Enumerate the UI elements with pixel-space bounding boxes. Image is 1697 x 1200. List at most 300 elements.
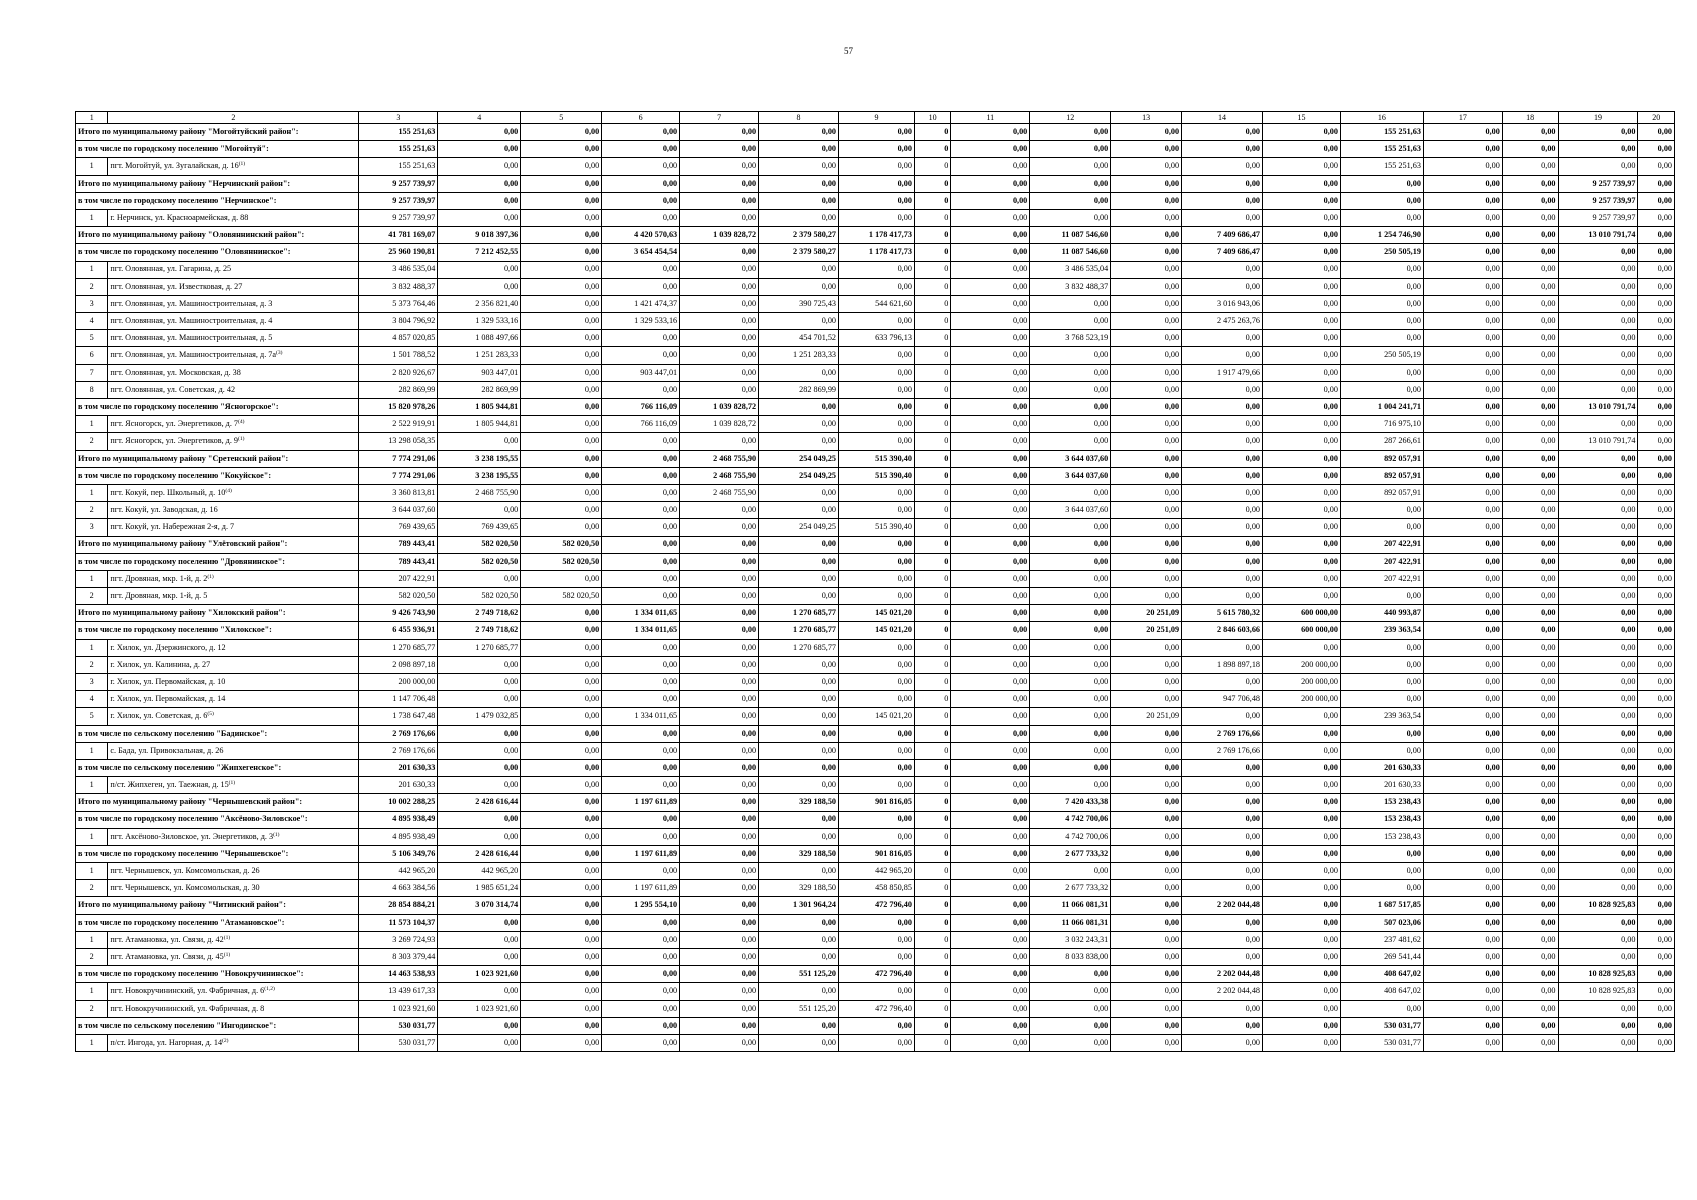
address-row <box>76 674 1675 691</box>
value-cell: 0,00 <box>951 691 1030 708</box>
value-cell: 7 774 291,06 <box>359 450 438 467</box>
value-cell: 2 468 755,90 <box>438 484 521 501</box>
value-cell: 0,00 <box>1638 725 1675 742</box>
value-cell: 0,00 <box>1558 880 1638 897</box>
subtotal-label: Итого по муниципальному району "Могойтуйский район": <box>76 124 359 141</box>
address-row <box>76 347 1675 364</box>
value-cell: 155 251,63 <box>359 141 438 158</box>
value-cell: 3 238 195,55 <box>438 450 521 467</box>
value-cell: 0,00 <box>1182 261 1263 278</box>
address-label: пгт. Кокуй, ул. Набережная 2-я, д. 7 <box>110 522 235 532</box>
value-cell: 0,00 <box>1182 209 1263 226</box>
value-cell: 0,00 <box>1638 966 1675 983</box>
row-number: 1 <box>76 863 108 880</box>
address-row <box>76 295 1675 312</box>
value-cell: 0,00 <box>438 1017 521 1034</box>
value-cell: 13 439 617,33 <box>359 983 438 1000</box>
value-cell: 0,00 <box>1638 536 1675 553</box>
value-cell: 0,00 <box>1423 708 1502 725</box>
value-cell: 0,00 <box>1558 605 1638 622</box>
value-cell: 0,00 <box>1111 914 1182 931</box>
value-cell: 0,00 <box>1423 175 1502 192</box>
subtotal-row <box>76 536 1675 553</box>
value-cell: 1 805 944,81 <box>438 416 521 433</box>
value-cell: 3 360 813,81 <box>359 484 438 501</box>
value-cell: 1 251 283,33 <box>759 347 839 364</box>
value-cell: 0,00 <box>759 158 839 175</box>
value-cell: 0,00 <box>1263 209 1341 226</box>
value-cell: 0,00 <box>680 364 759 381</box>
value-cell: 0,00 <box>1182 1034 1263 1051</box>
address-row <box>76 330 1675 347</box>
row-number: 1 <box>76 639 108 656</box>
value-cell: 0,00 <box>1111 175 1182 192</box>
value-cell: 0,00 <box>438 983 521 1000</box>
value-cell: 0,00 <box>1030 433 1111 450</box>
value-cell: 0,00 <box>951 759 1030 776</box>
value-cell: 0,00 <box>1111 467 1182 484</box>
value-cell: 0,00 <box>1502 914 1558 931</box>
value-cell: 0,00 <box>521 158 602 175</box>
value-cell: 0 <box>914 519 950 536</box>
subtotal-label: в том числе по сельскому поселению "Жипхегенское": <box>76 759 359 776</box>
value-cell: 0,00 <box>1423 794 1502 811</box>
address-row <box>76 1000 1675 1017</box>
address-row <box>76 209 1675 226</box>
subtotal-label: в том числе по городскому поселению "Атамановское": <box>76 914 359 931</box>
row-number: 4 <box>76 691 108 708</box>
value-cell: 0,00 <box>680 725 759 742</box>
value-cell: 1 039 828,72 <box>680 399 759 416</box>
value-cell: 0,00 <box>951 502 1030 519</box>
value-cell: 0,00 <box>759 914 839 931</box>
value-cell: 766 116,09 <box>602 416 680 433</box>
subtotal-row <box>76 1017 1675 1034</box>
value-cell: 0,00 <box>839 725 915 742</box>
value-cell: 0,00 <box>1423 364 1502 381</box>
value-cell: 0,00 <box>759 811 839 828</box>
value-cell: 0,00 <box>602 570 680 587</box>
address-row <box>76 949 1675 966</box>
value-cell: 0,00 <box>1638 347 1675 364</box>
value-cell: 0 <box>914 278 950 295</box>
value-cell: 0,00 <box>1638 399 1675 416</box>
column-number: 18 <box>1502 112 1558 124</box>
value-cell: 0,00 <box>951 880 1030 897</box>
value-cell: 0 <box>914 605 950 622</box>
value-cell: 530 031,77 <box>1340 1034 1423 1051</box>
value-cell: 0,00 <box>1502 536 1558 553</box>
value-cell: 0,00 <box>1030 656 1111 673</box>
value-cell: 200 000,00 <box>1263 656 1341 673</box>
address-row <box>76 588 1675 605</box>
column-number: 11 <box>951 112 1030 124</box>
address-label: пгт. Оловянная, ул. Гагарина, д. 25 <box>110 264 232 274</box>
value-cell: 0,00 <box>1030 347 1111 364</box>
value-cell: 0,00 <box>1263 347 1341 364</box>
value-cell: 0,00 <box>759 691 839 708</box>
value-cell: 3 032 243,31 <box>1030 931 1111 948</box>
value-cell: 0,00 <box>1030 863 1111 880</box>
value-cell: 0,00 <box>1182 381 1263 398</box>
footnote-marker: (1) <box>207 573 214 580</box>
value-cell: 0,00 <box>1502 450 1558 467</box>
value-cell: 582 020,50 <box>438 553 521 570</box>
value-cell: 408 647,02 <box>1340 983 1423 1000</box>
footnote-marker: (1) <box>223 951 231 958</box>
value-cell: 0,00 <box>680 828 759 845</box>
row-number: 2 <box>76 656 108 673</box>
address-cell <box>108 347 359 364</box>
value-cell: 1 985 651,24 <box>438 880 521 897</box>
value-cell: 0,00 <box>1638 777 1675 794</box>
value-cell: 2 098 897,18 <box>359 656 438 673</box>
value-cell: 0,00 <box>521 725 602 742</box>
value-cell: 0,00 <box>1558 811 1638 828</box>
value-cell: 0,00 <box>602 330 680 347</box>
value-cell: 0,00 <box>951 536 1030 553</box>
value-cell: 0,00 <box>1423 278 1502 295</box>
value-cell: 239 363,54 <box>1340 622 1423 639</box>
value-cell: 0,00 <box>1340 364 1423 381</box>
value-cell: 0,00 <box>1111 209 1182 226</box>
value-cell: 0,00 <box>1638 381 1675 398</box>
value-cell: 11 087 546,60 <box>1030 227 1111 244</box>
value-cell: 0,00 <box>1638 794 1675 811</box>
value-cell: 0,00 <box>839 278 915 295</box>
address-cell <box>108 416 359 433</box>
value-cell: 0,00 <box>680 777 759 794</box>
value-cell: 0,00 <box>951 553 1030 570</box>
value-cell: 0,00 <box>1182 330 1263 347</box>
value-cell: 0,00 <box>680 983 759 1000</box>
value-cell: 0,00 <box>1423 192 1502 209</box>
value-cell: 7 212 452,55 <box>438 244 521 261</box>
value-cell: 2 749 718,62 <box>438 622 521 639</box>
value-cell: 0,00 <box>1182 467 1263 484</box>
address-label: пгт. Ясногорск, ул. Энергетиков, д. 9 <box>110 436 239 446</box>
value-cell: 0,00 <box>1111 949 1182 966</box>
value-cell: 0,00 <box>1502 622 1558 639</box>
value-cell: 0,00 <box>1030 588 1111 605</box>
value-cell: 0,00 <box>521 433 602 450</box>
value-cell: 0,00 <box>1502 691 1558 708</box>
value-cell: 0 <box>914 450 950 467</box>
value-cell: 0,00 <box>1423 553 1502 570</box>
value-cell: 0,00 <box>680 1034 759 1051</box>
value-cell: 442 965,20 <box>359 863 438 880</box>
value-cell: 0,00 <box>1423 759 1502 776</box>
value-cell: 7 420 433,38 <box>1030 794 1111 811</box>
value-cell: 0 <box>914 725 950 742</box>
value-cell: 0,00 <box>759 313 839 330</box>
value-cell: 0,00 <box>1340 656 1423 673</box>
value-cell: 0,00 <box>1558 1000 1638 1017</box>
address-cell <box>108 209 359 226</box>
value-cell: 155 251,63 <box>1340 141 1423 158</box>
value-cell: 0,00 <box>1182 708 1263 725</box>
value-cell: 0,00 <box>951 330 1030 347</box>
value-cell: 4 742 700,06 <box>1030 811 1111 828</box>
value-cell: 0,00 <box>1340 278 1423 295</box>
value-cell: 1 178 417,73 <box>839 227 915 244</box>
value-cell: 6 455 936,91 <box>359 622 438 639</box>
address-row <box>76 1034 1675 1051</box>
subtotal-label: Итого по муниципальному району "Читинский район": <box>76 897 359 914</box>
value-cell: 0 <box>914 1034 950 1051</box>
value-cell: 0,00 <box>521 192 602 209</box>
value-cell: 145 021,20 <box>839 622 915 639</box>
value-cell: 0,00 <box>602 347 680 364</box>
value-cell: 903 447,01 <box>602 364 680 381</box>
value-cell: 0,00 <box>1558 519 1638 536</box>
value-cell: 0,00 <box>1638 880 1675 897</box>
value-cell: 0,00 <box>602 725 680 742</box>
value-cell: 0,00 <box>521 759 602 776</box>
value-cell: 0 <box>914 1000 950 1017</box>
value-cell: 207 422,91 <box>359 570 438 587</box>
value-cell: 0 <box>914 777 950 794</box>
value-cell: 0,00 <box>521 364 602 381</box>
value-cell: 0,00 <box>521 880 602 897</box>
address-row <box>76 261 1675 278</box>
address-label: пгт. Чернышевск, ул. Комсомольская, д. 30 <box>110 883 260 893</box>
value-cell: 1 501 788,52 <box>359 347 438 364</box>
value-cell: 0,00 <box>521 313 602 330</box>
value-cell: 0,00 <box>521 519 602 536</box>
value-cell: 0,00 <box>1558 639 1638 656</box>
value-cell: 0,00 <box>1340 639 1423 656</box>
subtotal-row <box>76 175 1675 192</box>
value-cell: 2 846 603,66 <box>1182 622 1263 639</box>
value-cell: 515 390,40 <box>839 519 915 536</box>
value-cell: 0,00 <box>521 794 602 811</box>
value-cell: 0,00 <box>1030 484 1111 501</box>
value-cell: 0,00 <box>521 1034 602 1051</box>
value-cell: 0,00 <box>602 691 680 708</box>
value-cell: 0,00 <box>951 931 1030 948</box>
value-cell: 0,00 <box>1030 742 1111 759</box>
subtotal-row <box>76 450 1675 467</box>
value-cell: 0,00 <box>951 381 1030 398</box>
value-cell: 0,00 <box>759 124 839 141</box>
value-cell: 0,00 <box>1182 519 1263 536</box>
value-cell: 155 251,63 <box>1340 124 1423 141</box>
value-cell: 0,00 <box>951 897 1030 914</box>
address-row <box>76 519 1675 536</box>
value-cell: 2 749 718,62 <box>438 605 521 622</box>
value-cell: 1 898 897,18 <box>1182 656 1263 673</box>
value-cell: 0 <box>914 536 950 553</box>
value-cell: 11 573 104,37 <box>359 914 438 931</box>
value-cell: 2 468 755,90 <box>680 484 759 501</box>
value-cell: 0,00 <box>1263 828 1341 845</box>
value-cell: 0,00 <box>1558 931 1638 948</box>
value-cell: 769 439,65 <box>438 519 521 536</box>
footnote-marker: (5) <box>207 711 214 718</box>
value-cell: 0,00 <box>951 278 1030 295</box>
address-row <box>76 863 1675 880</box>
address-label: пгт. Могойтуй, ул. Зугалайская, д. 16 <box>110 161 239 171</box>
subtotal-row <box>76 966 1675 983</box>
value-cell: 0,00 <box>1638 914 1675 931</box>
subtotal-row <box>76 897 1675 914</box>
value-cell: 0,00 <box>759 759 839 776</box>
value-cell: 0,00 <box>602 983 680 1000</box>
value-cell: 582 020,50 <box>521 553 602 570</box>
address-cell <box>108 295 359 312</box>
value-cell: 0,00 <box>438 502 521 519</box>
value-cell: 0,00 <box>951 639 1030 656</box>
value-cell: 2 522 919,91 <box>359 416 438 433</box>
address-row <box>76 742 1675 759</box>
value-cell: 41 781 169,07 <box>359 227 438 244</box>
value-cell: 3 238 195,55 <box>438 467 521 484</box>
value-cell: 153 238,43 <box>1340 828 1423 845</box>
value-cell: 0,00 <box>1263 880 1341 897</box>
value-cell: 0,00 <box>521 450 602 467</box>
value-cell: 0,00 <box>1502 347 1558 364</box>
value-cell: 0,00 <box>1263 484 1341 501</box>
value-cell: 0,00 <box>1423 536 1502 553</box>
value-cell: 13 010 791,74 <box>1558 433 1638 450</box>
value-cell: 250 505,19 <box>1340 244 1423 261</box>
value-cell: 0,00 <box>1423 570 1502 587</box>
value-cell: 0,00 <box>680 124 759 141</box>
value-cell: 0,00 <box>521 966 602 983</box>
column-number-row <box>76 112 1675 124</box>
value-cell: 2 769 176,66 <box>1182 725 1263 742</box>
value-cell: 0,00 <box>1111 880 1182 897</box>
value-cell: 0,00 <box>1502 330 1558 347</box>
value-cell: 0,00 <box>759 674 839 691</box>
value-cell: 3 486 535,04 <box>1030 261 1111 278</box>
value-cell: 0,00 <box>521 330 602 347</box>
value-cell: 1 147 706,48 <box>359 691 438 708</box>
value-cell: 0,00 <box>1263 158 1341 175</box>
value-cell: 0,00 <box>1030 570 1111 587</box>
value-cell: 0,00 <box>1502 794 1558 811</box>
value-cell: 0,00 <box>680 433 759 450</box>
value-cell: 20 251,09 <box>1111 605 1182 622</box>
row-number: 5 <box>76 708 108 725</box>
value-cell: 0,00 <box>1502 777 1558 794</box>
value-cell: 0,00 <box>1423 416 1502 433</box>
column-number: 7 <box>680 112 759 124</box>
value-cell: 0,00 <box>602 553 680 570</box>
value-cell: 0,00 <box>521 931 602 948</box>
value-cell: 0,00 <box>1111 725 1182 742</box>
value-cell: 3 768 523,19 <box>1030 330 1111 347</box>
value-cell: 0,00 <box>1111 330 1182 347</box>
value-cell: 0,00 <box>680 691 759 708</box>
value-cell: 0 <box>914 227 950 244</box>
value-cell: 201 630,33 <box>1340 759 1423 776</box>
value-cell: 0,00 <box>521 175 602 192</box>
address-row <box>76 777 1675 794</box>
value-cell: 582 020,50 <box>438 536 521 553</box>
value-cell: 0,00 <box>1558 347 1638 364</box>
address-cell <box>108 519 359 536</box>
value-cell: 0,00 <box>680 966 759 983</box>
value-cell: 0,00 <box>1423 656 1502 673</box>
value-cell: 1 329 533,16 <box>438 313 521 330</box>
value-cell: 0 <box>914 949 950 966</box>
value-cell: 0,00 <box>1111 227 1182 244</box>
value-cell: 0,00 <box>1423 330 1502 347</box>
row-number: 3 <box>76 295 108 312</box>
value-cell: 0,00 <box>951 622 1030 639</box>
subtotal-label: в том числе по городскому поселению "Ясногорское": <box>76 399 359 416</box>
value-cell: 0,00 <box>1638 278 1675 295</box>
value-cell: 0,00 <box>1263 433 1341 450</box>
value-cell: 0,00 <box>1502 175 1558 192</box>
value-cell: 0,00 <box>1638 244 1675 261</box>
value-cell: 0,00 <box>1111 639 1182 656</box>
value-cell: 0,00 <box>1423 244 1502 261</box>
value-cell: 0,00 <box>521 949 602 966</box>
value-cell: 0,00 <box>1558 691 1638 708</box>
address-cell <box>108 1000 359 1017</box>
value-cell: 0,00 <box>1502 897 1558 914</box>
value-cell: 9 257 739,97 <box>1558 209 1638 226</box>
value-cell: 0,00 <box>951 399 1030 416</box>
value-cell: 0,00 <box>521 347 602 364</box>
value-cell: 0,00 <box>951 863 1030 880</box>
value-cell: 0,00 <box>1111 502 1182 519</box>
value-cell: 0,00 <box>1558 622 1638 639</box>
value-cell: 0,00 <box>680 880 759 897</box>
value-cell: 0,00 <box>1263 553 1341 570</box>
value-cell: 15 820 978,26 <box>359 399 438 416</box>
value-cell: 282 869,99 <box>759 381 839 398</box>
value-cell: 0,00 <box>680 845 759 862</box>
value-cell: 0,00 <box>1182 399 1263 416</box>
value-cell: 0,00 <box>1030 295 1111 312</box>
value-cell: 0,00 <box>759 141 839 158</box>
value-cell: 0,00 <box>951 1000 1030 1017</box>
value-cell: 0 <box>914 192 950 209</box>
value-cell: 0 <box>914 708 950 725</box>
value-cell: 0,00 <box>1423 433 1502 450</box>
value-cell: 3 486 535,04 <box>359 261 438 278</box>
subtotal-row <box>76 244 1675 261</box>
subtotal-row <box>76 914 1675 931</box>
value-cell: 0,00 <box>839 192 915 209</box>
value-cell: 0,00 <box>1340 519 1423 536</box>
value-cell: 0,00 <box>1340 313 1423 330</box>
value-cell: 0 <box>914 931 950 948</box>
value-cell: 769 439,65 <box>359 519 438 536</box>
value-cell: 0,00 <box>438 209 521 226</box>
value-cell: 282 869,99 <box>359 381 438 398</box>
value-cell: 0,00 <box>1423 811 1502 828</box>
subtotal-label: в том числе по городскому поселению "Кокуйское": <box>76 467 359 484</box>
value-cell: 0,00 <box>521 674 602 691</box>
value-cell: 0,00 <box>1263 914 1341 931</box>
address-label: пгт. Оловянная, ул. Машиностроительная, д. 7а <box>110 350 277 360</box>
value-cell: 0,00 <box>680 863 759 880</box>
value-cell: 0,00 <box>521 484 602 501</box>
value-cell: 892 057,91 <box>1340 484 1423 501</box>
value-cell: 0,00 <box>680 639 759 656</box>
value-cell: 0,00 <box>759 570 839 587</box>
value-cell: 0,00 <box>1263 897 1341 914</box>
value-cell: 0,00 <box>1111 1034 1182 1051</box>
value-cell: 0,00 <box>1423 863 1502 880</box>
value-cell: 0,00 <box>1263 313 1341 330</box>
value-cell: 0,00 <box>1638 622 1675 639</box>
